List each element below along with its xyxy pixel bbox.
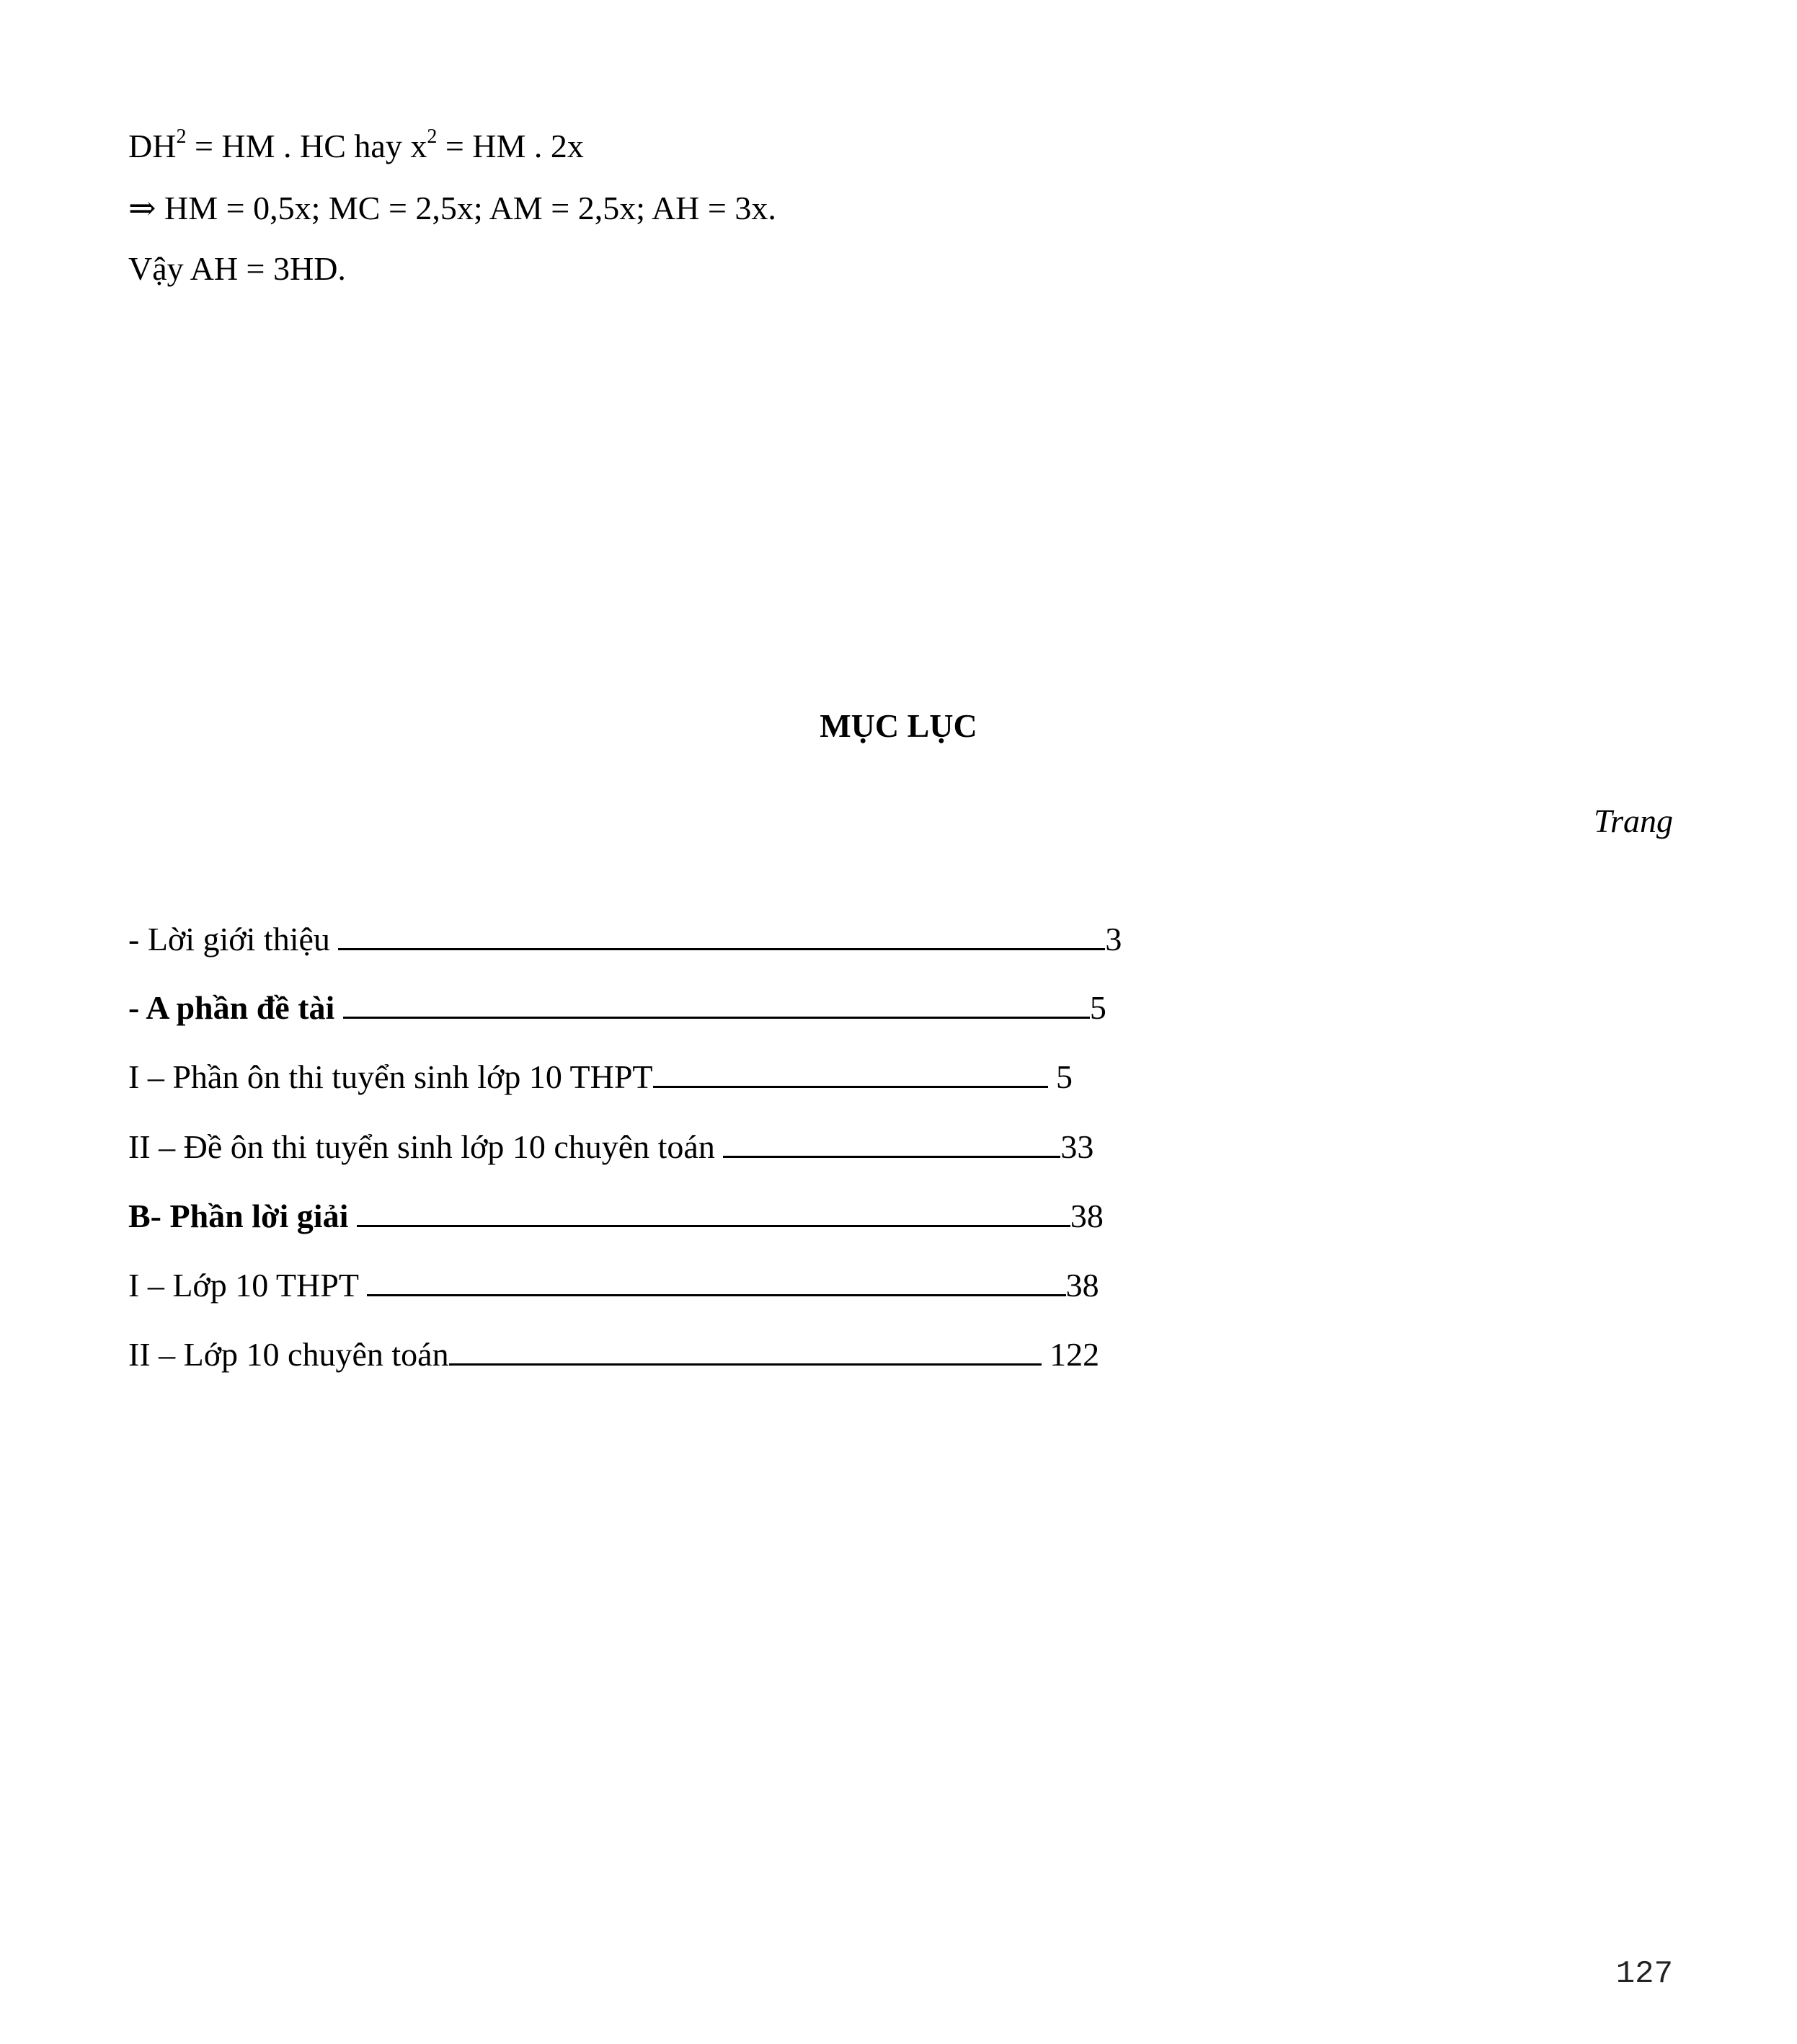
- equation-text: = HM . HC hay x: [186, 128, 427, 164]
- toc-entry-page: 3: [1105, 921, 1122, 957]
- toc-entry-label: I – Lớp 10 THPT: [128, 1267, 367, 1304]
- dotted-leader: [357, 1200, 1070, 1227]
- toc-entry-label: I – Phần ôn thi tuyển sinh lớp 10 THPT: [128, 1058, 653, 1095]
- toc-entry[interactable]: [128, 923, 1122, 956]
- toc-entry-label: II – Đề ôn thi tuyển sinh lớp 10 chuyên toán: [128, 1128, 724, 1165]
- toc-entry[interactable]: [128, 991, 1106, 1025]
- dotted-leader: [723, 1131, 1060, 1158]
- page-number: 127: [1615, 1956, 1673, 1992]
- toc-entry-page: 38: [1070, 1198, 1104, 1234]
- dotted-leader: [367, 1270, 1066, 1296]
- toc-title: MỤC LỤC: [820, 707, 977, 744]
- toc-entry[interactable]: [128, 1338, 1099, 1371]
- toc-entry-page: 33: [1060, 1128, 1094, 1165]
- dotted-leader: [653, 1061, 1048, 1088]
- toc-entry-label: - Lời giới thiệu: [128, 921, 339, 957]
- equation-line-2: ⇒ HM = 0,5x; MC = 2,5x; AM = 2,5x; AH = 3x.: [128, 190, 776, 226]
- toc-entry-page: 38: [1065, 1267, 1099, 1304]
- toc-entry[interactable]: [128, 1269, 1099, 1302]
- equation-text: DH: [128, 128, 177, 164]
- dotted-leader: [343, 992, 1090, 1019]
- superscript: 2: [176, 125, 187, 148]
- toc-entry-label: II – Lớp 10 chuyên toán: [128, 1336, 449, 1373]
- toc-entry-page: 122: [1041, 1336, 1100, 1373]
- toc-entry-page: 5: [1089, 989, 1106, 1026]
- dotted-leader: [338, 924, 1105, 950]
- equation-text: = HM . 2x: [437, 128, 584, 164]
- toc-entry-label: B- Phần lời giải: [128, 1198, 357, 1234]
- superscript: 2: [427, 125, 438, 148]
- toc-entry[interactable]: [128, 1058, 1073, 1095]
- toc-page-header: Trang: [1594, 802, 1673, 839]
- equation-line-1: [128, 125, 584, 164]
- toc-entry[interactable]: [128, 1128, 1094, 1165]
- dotted-leader: [449, 1339, 1042, 1366]
- toc-entry[interactable]: [128, 1200, 1104, 1233]
- toc-entry-page: 5: [1047, 1058, 1073, 1095]
- conclusion-line: Vậy AH = 3HD.: [128, 250, 346, 287]
- toc-entry-label: - A phần đề tài: [128, 989, 343, 1026]
